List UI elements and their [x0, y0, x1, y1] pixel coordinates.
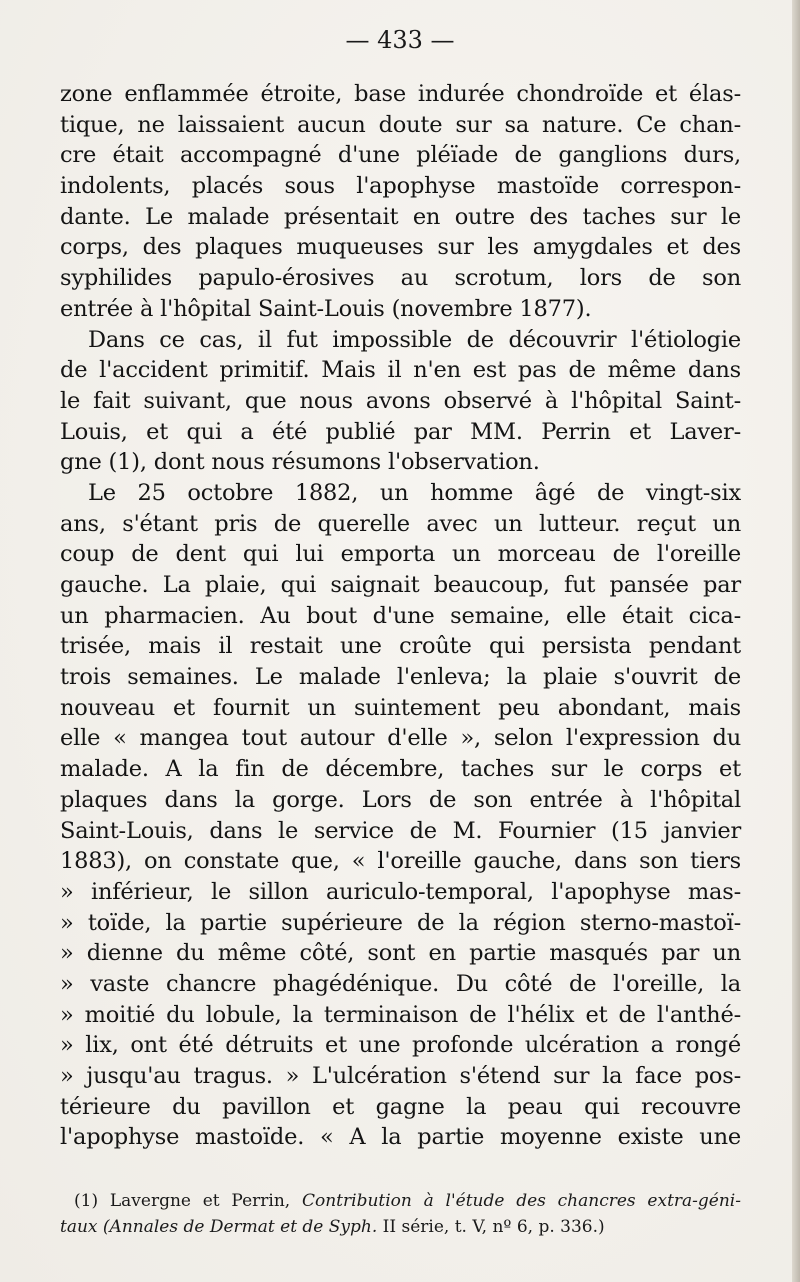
text-line: trisée, mais il restait une croûte qui persista pendant: [60, 633, 741, 660]
footnote-title: Contribution à l'étude des chancres extra-géni-: [301, 1191, 741, 1211]
text-line: indolents, placés sous l'apophyse mastoïde correspon-: [60, 173, 741, 200]
text-line: syphilides papulo-érosives au scrotum, lors de son: [60, 265, 741, 292]
text-line: de l'accident primitif. Mais il n'en est pas de même dans: [60, 357, 741, 384]
text-line: Dans ce cas, il fut impossible de découvrir l'étiologie: [88, 326, 741, 353]
footnote-authors: (1) Lavergne et Perrin,: [74, 1191, 302, 1211]
text-line: trois semaines. Le malade l'enleva; la plaie s'ouvrit de: [60, 664, 741, 691]
footnote-line: [60, 1214, 741, 1240]
text-line: gauche. La plaie, qui saignait beaucoup, fut pansée par: [60, 572, 741, 598]
text-line: gne (1), dont nous résumons l'observation.: [60, 449, 540, 476]
text-line: plaques dans la gorge. Lors de son entrée à l'hôpital: [60, 786, 741, 813]
text-line: » toïde, la partie supérieure de la région sterno-mastoï-: [60, 909, 741, 936]
page-edge: [792, 0, 800, 1282]
text-line: » moitié du lobule, la terminaison de l'hélix et de l'anthé-: [60, 1001, 741, 1028]
footnote-journal: taux (Annales de Dermat et de Syph.: [60, 1217, 378, 1237]
text-line: » dienne du même côté, sont en partie masqués par un: [60, 940, 741, 967]
text-line: nouveau et fournit un suintement peu abondant, mais: [60, 694, 741, 721]
footnote-reference: II série, t. V, nº 6, p. 336.): [377, 1217, 605, 1237]
text-line: un pharmacien. Au bout d'une semaine, elle était cica-: [60, 602, 741, 629]
text-line: Saint-Louis, dans le service de M. Fournier (15 janvier: [60, 817, 741, 844]
text-line: elle « mangea tout autour d'elle », selon l'expression du: [60, 725, 741, 752]
text-line: zone enflammée étroite, base indurée chondroïde et élas-: [60, 81, 741, 107]
text-line: » jusqu'au tragus. » L'ulcération s'étend sur la face pos-: [60, 1063, 741, 1089]
text-line: Louis, et qui a été publié par MM. Perrin et Laver-: [60, 418, 741, 445]
text-line: l'apophyse mastoïde. « A la partie moyenne existe une: [60, 1124, 741, 1151]
body-text: [60, 79, 741, 1153]
text-line: ans, s'étant pris de querelle avec un lutteur. reçut un: [60, 510, 741, 537]
text-line: malade. A la fin de décembre, taches sur le corps et: [60, 756, 741, 783]
text-line: Le 25 octobre 1882, un homme âgé de vingt-six: [88, 479, 741, 506]
text-line: cre était accompagné d'une pléïade de ganglions durs,: [60, 142, 741, 169]
text-line: coup de dent qui lui emporta un morceau de l'oreille: [60, 541, 741, 568]
text-line: térieure du pavillon et gagne la peau qui recouvre: [60, 1093, 741, 1120]
text-line: » lix, ont été détruits et une profonde ulcération a rongé: [60, 1032, 741, 1059]
page-number: — 433 —: [345, 26, 455, 54]
text-line: » vaste chancre phagédénique. Du côté de l'oreille, la: [60, 970, 741, 997]
text-line: le fait suivant, que nous avons observé à l'hôpital Saint-: [60, 387, 741, 414]
text-line: 1883), on constate que, « l'oreille gauche, dans son tiers: [60, 848, 741, 875]
footnote-line: [60, 1188, 741, 1214]
text-line: corps, des plaques muqueuses sur les amygdales et des: [60, 234, 741, 261]
text-line: dante. Le malade présentait en outre des taches sur le: [60, 203, 741, 230]
text-line: » inférieur, le sillon auriculo-temporal, l'apophyse mas-: [60, 878, 741, 905]
text-line: tique, ne laissaient aucun doute sur sa nature. Ce chan-: [60, 111, 741, 138]
footnote: [60, 1188, 741, 1240]
text-line: entrée à l'hôpital Saint-Louis (novembre 1877).: [60, 295, 592, 322]
